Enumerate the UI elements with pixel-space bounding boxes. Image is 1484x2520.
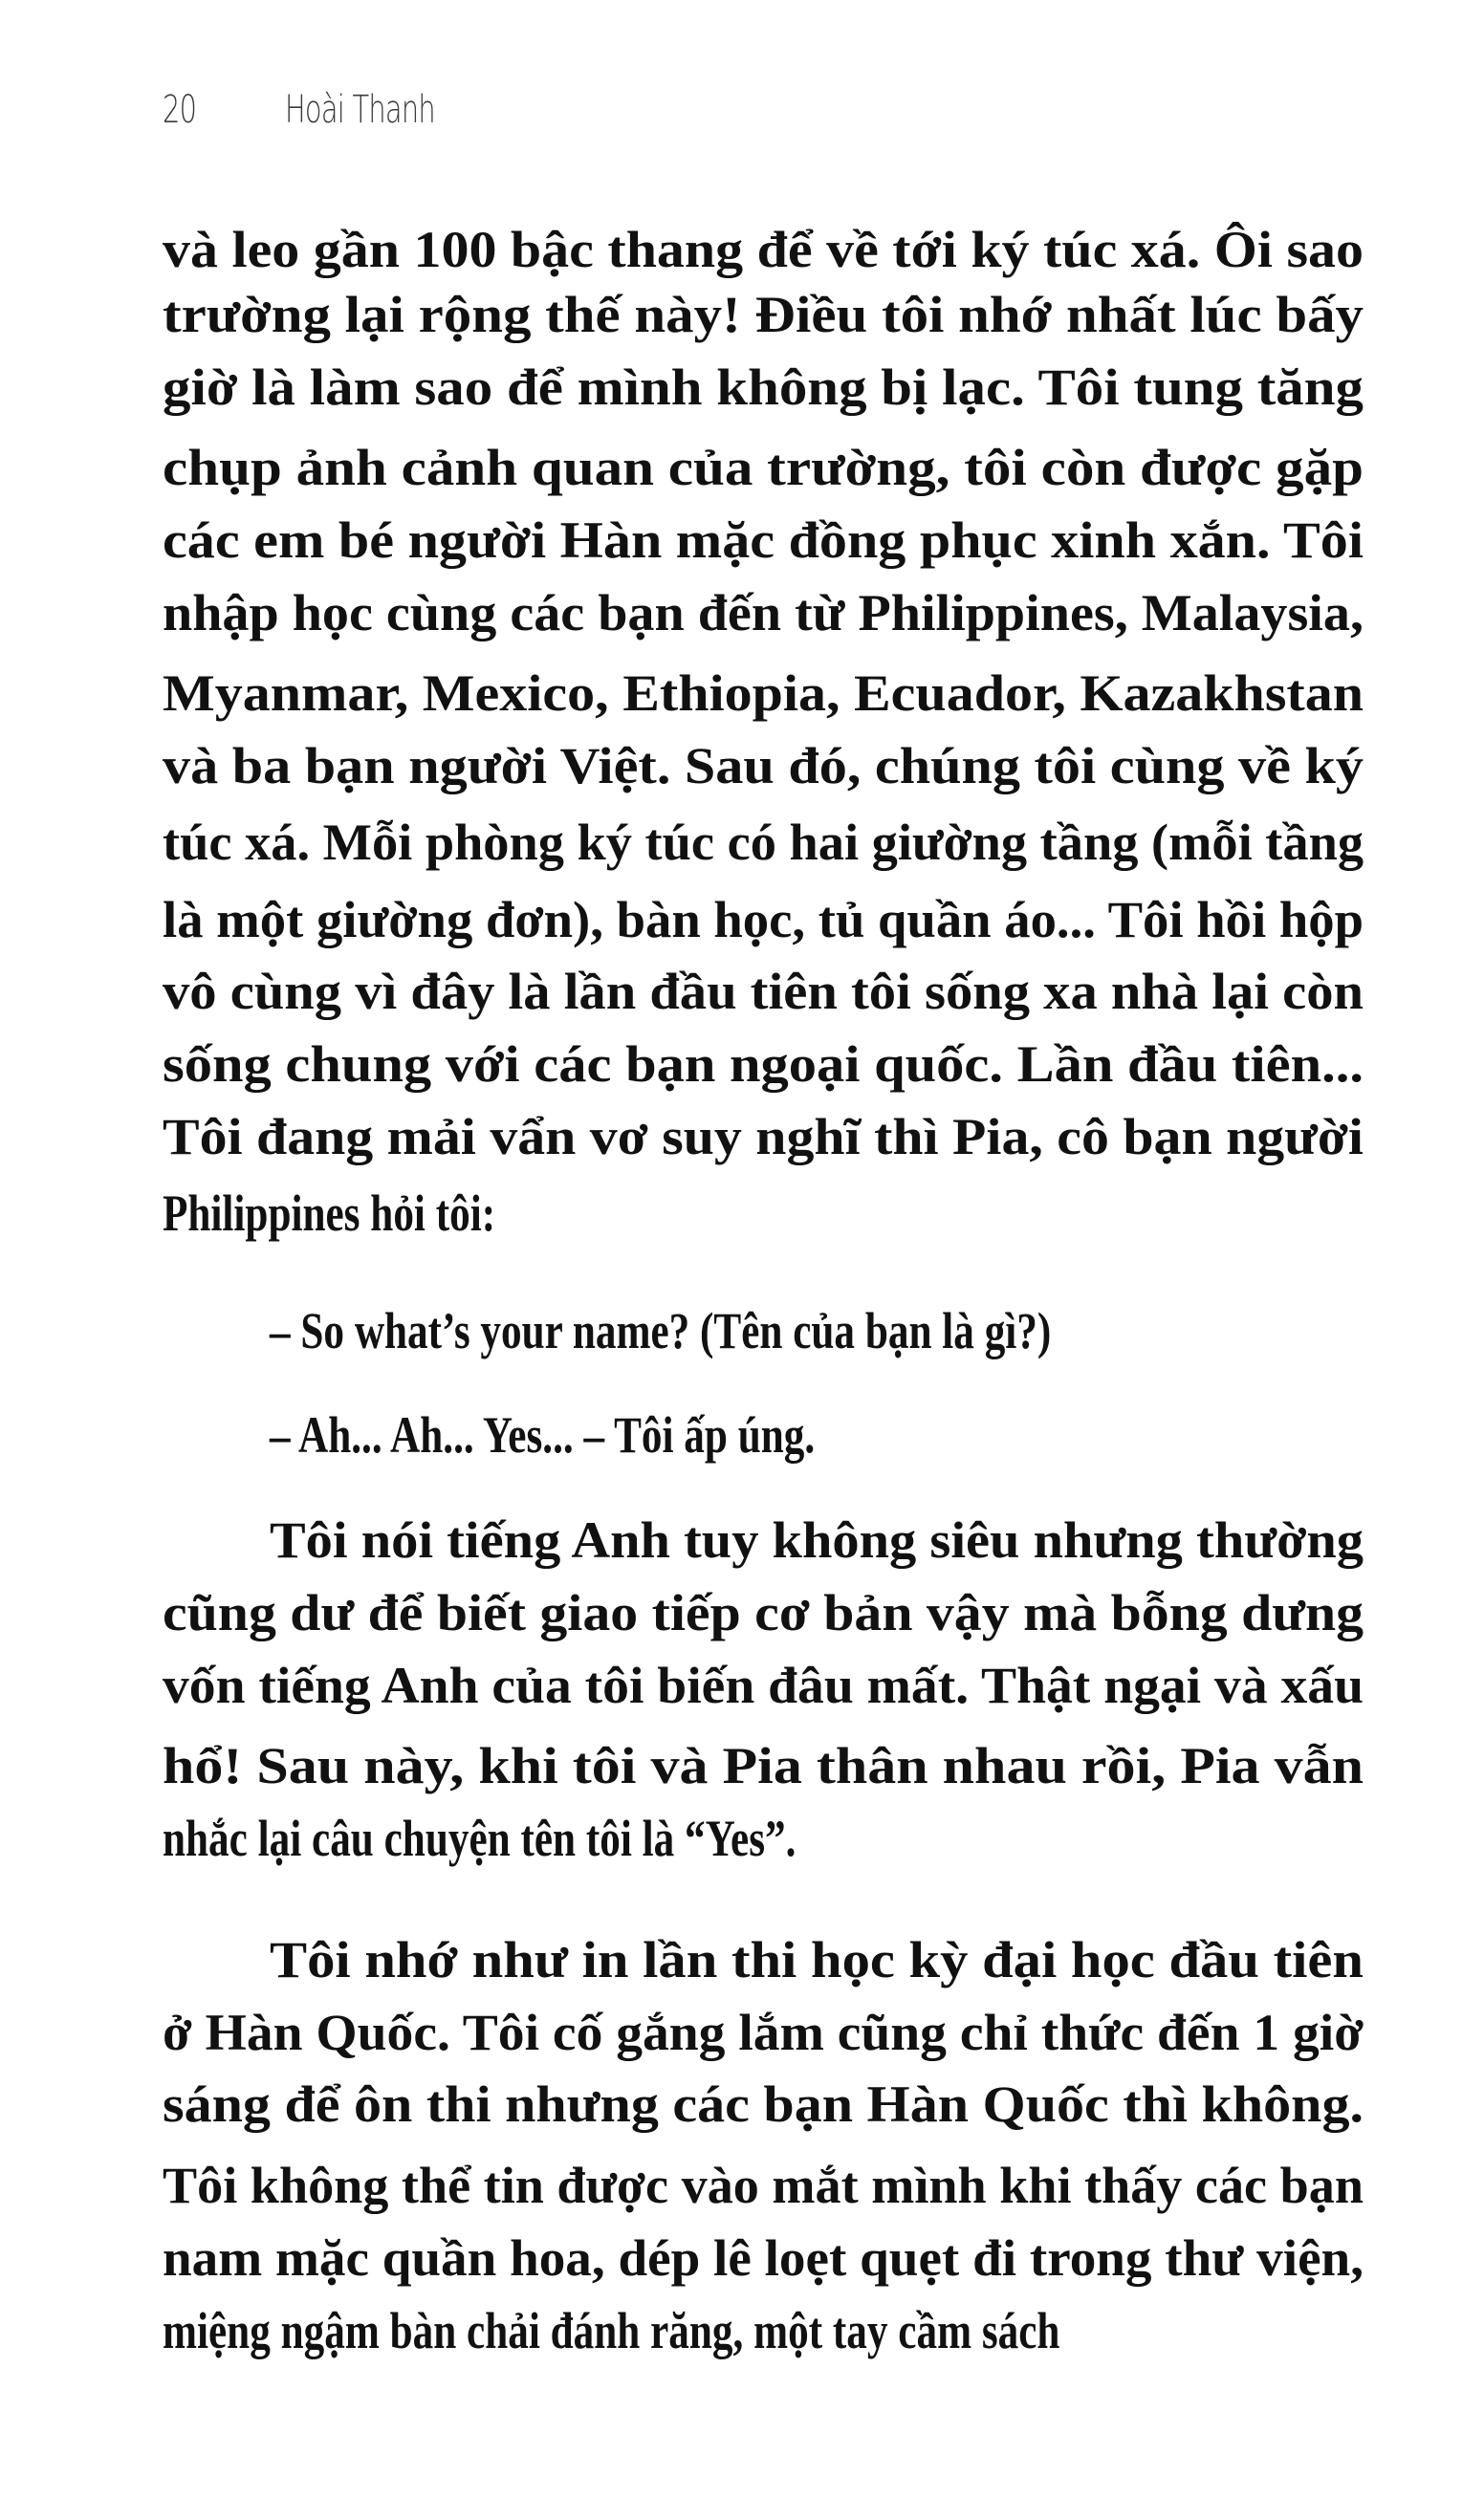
text-line	[163, 958, 1364, 1025]
text-line	[163, 1031, 1364, 1097]
line-text: cũng dư để biết giao tiếp cơ bản vậy mà bỗng dưng	[163, 1584, 1364, 1641]
text-line	[163, 216, 1364, 283]
line-text: nhắc lại câu chuyện tên tôi là “Yes”.	[163, 1810, 797, 1867]
text-line	[270, 1926, 1364, 1993]
line-text: – So what’s your name? (Tên của bạn là gì?)	[270, 1302, 1052, 1359]
text-line	[163, 2071, 1364, 2138]
line-text: và ba bạn người Việt. Sau đó, chúng tôi cùng về ký	[163, 737, 1364, 794]
line-text: – Ah... Ah... Yes... – Tôi ấp úng.	[270, 1406, 816, 1464]
line-text: sáng để ôn thi nhưng các bạn Hàn Quốc thì không.	[163, 2075, 1364, 2133]
text-line	[163, 434, 1364, 501]
text-line	[163, 809, 1364, 876]
running-header-author: Hoài Thanh	[285, 88, 435, 132]
line-text: trường lại rộng thế này! Điều tôi nhớ nhất lúc bấy	[163, 286, 1364, 343]
line-text: ở Hàn Quốc. Tôi cố gắng lắm cũng chỉ thức đến 1 giờ	[163, 2004, 1364, 2061]
line-text: Tôi không thể tin được vào mắt mình khi thấy các bạn	[163, 2157, 1364, 2214]
text-line	[163, 660, 1364, 727]
line-text: nam mặc quần hoa, dép lê loẹt quẹt đi trong thư viện,	[163, 2229, 1364, 2287]
text-line	[163, 281, 1364, 348]
text-line	[163, 579, 1364, 646]
line-text: Tôi nhớ như in lần thi học kỳ đại học đầu tiên	[270, 1931, 1364, 1988]
line-text: hổ! Sau này, khi tôi và Pia thân nhau rồi, Pia vẫn	[163, 1737, 1364, 1794]
dialogue-line	[270, 1401, 1364, 1468]
dialogue-line	[270, 1297, 1364, 1364]
line-text: là một giường đơn), bàn học, tủ quần áo... Tôi hồi hộp	[163, 891, 1364, 948]
text-line	[163, 1103, 1364, 1170]
line-text: Tôi nói tiếng Anh tuy không siêu nhưng thường	[270, 1511, 1364, 1569]
text-line	[163, 886, 1364, 953]
text-line	[163, 2297, 1364, 2364]
text-line	[163, 2152, 1364, 2219]
line-text: sống chung với các bạn ngoại quốc. Lần đầu tiên...	[163, 1035, 1364, 1093]
line-text: Myanmar, Mexico, Ethiopia, Ecuador, Kazakhstan	[163, 664, 1364, 722]
text-line	[163, 1579, 1364, 1646]
line-text: nhập học cùng các bạn đến từ Philippines, Malaysia,	[163, 584, 1364, 641]
text-line	[163, 1805, 1364, 1872]
line-text: vốn tiếng Anh của tôi biến đâu mất. Thật ngại và xấu	[163, 1657, 1364, 1714]
line-text: các em bé người Hàn mặc đồng phục xinh xắn. Tôi	[163, 511, 1364, 569]
text-line	[163, 1732, 1364, 1799]
text-line	[163, 1999, 1364, 2066]
line-text: chụp ảnh cảnh quan của trường, tôi còn được gặp	[163, 439, 1364, 496]
line-text: vô cùng vì đây là lần đầu tiên tôi sống xa nhà lại còn	[163, 963, 1364, 1020]
text-line	[163, 2225, 1364, 2292]
text-line	[163, 1180, 1364, 1247]
text-line	[270, 1507, 1364, 1574]
line-text: túc xá. Mỗi phòng ký túc có hai giường tầng (mỗi tầng	[163, 814, 1364, 871]
page-number: 20	[163, 88, 197, 132]
text-line	[163, 354, 1364, 421]
text-line	[163, 507, 1364, 574]
line-text: Tôi đang mải vẩn vơ suy nghĩ thì Pia, cô bạn người	[163, 1108, 1364, 1165]
line-text: Philippines hỏi tôi:	[163, 1184, 496, 1242]
text-line	[163, 1652, 1364, 1719]
text-line	[163, 732, 1364, 799]
line-text: miệng ngậm bàn chải đánh răng, một tay cầm sách	[163, 2302, 1060, 2359]
line-text: giờ là làm sao để mình không bị lạc. Tôi tung tăng	[163, 358, 1364, 416]
line-text: và leo gần 100 bậc thang để về tới ký túc xá. Ôi sao	[163, 221, 1364, 278]
